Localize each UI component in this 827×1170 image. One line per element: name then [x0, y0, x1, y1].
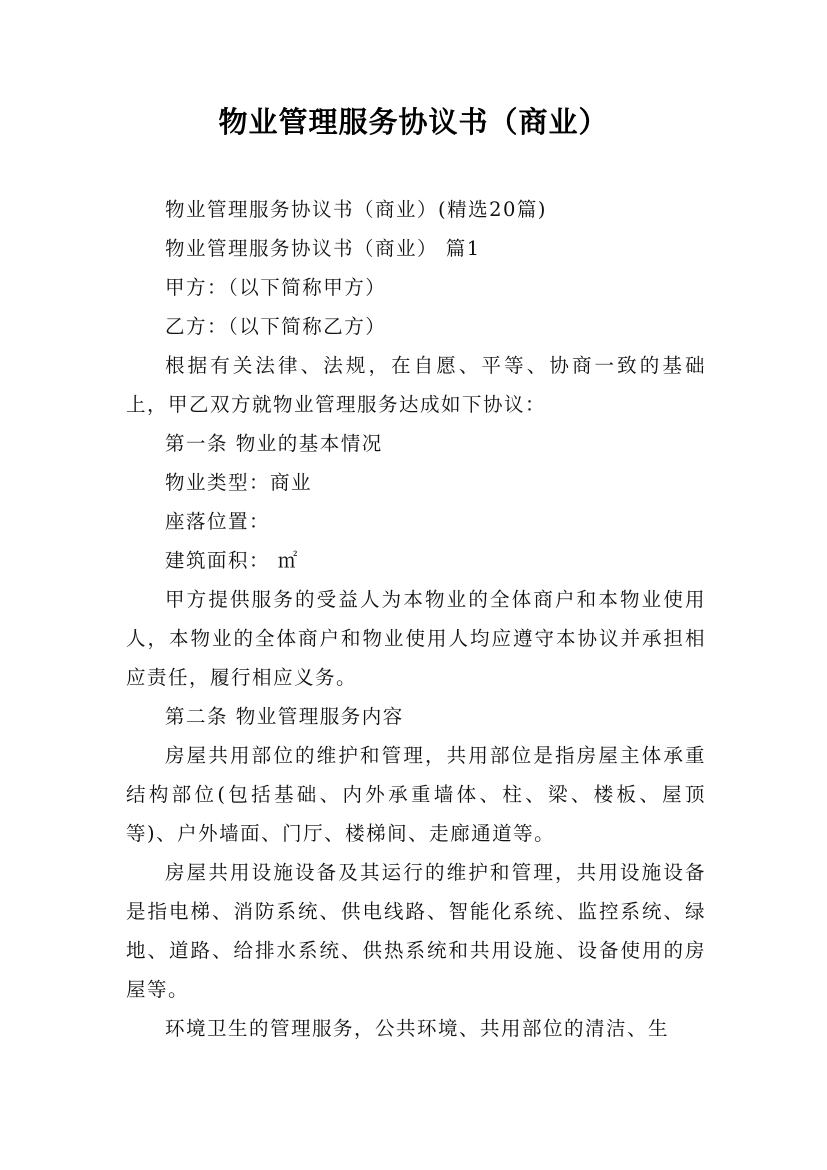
- paragraph-floor-area: 建筑面积： ㎡: [165, 549, 299, 572]
- paragraph-preamble: 根据有关法律、法规，在自愿、平等、协商一致的基础上，甲乙双方就物业管理服务达成如下协议：: [126, 354, 706, 416]
- paragraph-beneficiaries: 甲方提供服务的受益人为本物业的全体商户和本物业使用人，本物业的全体商户和物业使用人均应遵守本协议并承担相应责任，履行相应义务。: [126, 588, 706, 689]
- paragraph-party-b: 乙方：（以下简称乙方）: [165, 315, 387, 338]
- document-body: [126, 190, 706, 1048]
- paragraph-section-heading: 物业管理服务协议书（商业） 篇1: [165, 237, 481, 260]
- paragraph-article-1-heading: 第一条 物业的基本情况: [165, 432, 383, 455]
- paragraph-common-facilities: 房屋共用设施设备及其运行的维护和管理，共用设施设备是指电梯、消防系统、供电线路、智能化系统、监控系统、绿地、道路、给排水系统、供热系统和共用设施、设备使用的房屋等。: [126, 861, 706, 1001]
- document-title: 物业管理服务协议书（商业）: [218, 105, 609, 139]
- paragraph-sanitation: 环境卫生的管理服务，公共环境、共用部位的清洁、生: [165, 1017, 670, 1040]
- paragraph-article-2-heading: 第二条 物业管理服务内容: [165, 705, 404, 728]
- paragraph-subtitle: 物业管理服务协议书（商业）(精选20篇): [165, 198, 548, 221]
- paragraph-common-parts: 房屋共用部位的维护和管理，共用部位是指房屋主体承重结构部位(包括基础、内外承重墙体、柱、梁、楼板、屋顶等)、户外墙面、门厅、楼梯间、走廊通道等。: [126, 744, 706, 845]
- paragraph-location: 座落位置：: [165, 510, 271, 533]
- paragraph-party-a: 甲方：（以下简称甲方）: [165, 276, 387, 299]
- paragraph-property-type: 物业类型：商业: [165, 471, 313, 494]
